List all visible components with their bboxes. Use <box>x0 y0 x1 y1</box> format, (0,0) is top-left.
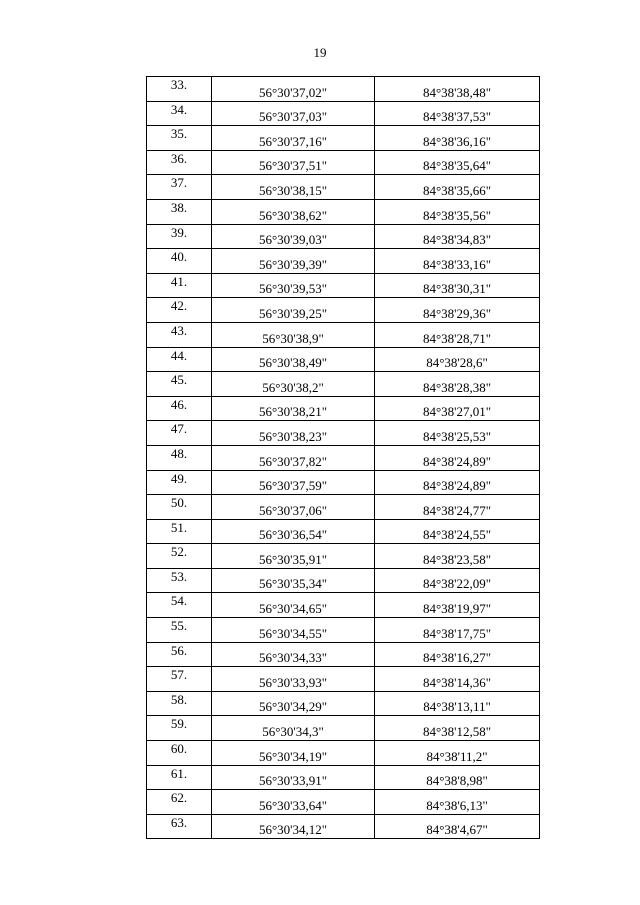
table-row <box>147 150 540 175</box>
row-number-cell: 38. <box>147 199 212 224</box>
table-row <box>147 126 540 151</box>
longitude-cell: 84°38'28,71" <box>375 322 540 347</box>
longitude-cell: 84°38'13,11" <box>375 691 540 716</box>
row-number-cell: 37. <box>147 175 212 200</box>
longitude-cell: 84°38'29,36" <box>375 298 540 323</box>
latitude-cell: 56°30'38,15" <box>212 175 375 200</box>
latitude-cell: 56°30'34,12" <box>212 814 375 839</box>
latitude-cell: 56°30'37,16" <box>212 126 375 151</box>
latitude-cell: 56°30'38,2" <box>212 372 375 397</box>
table-row <box>147 372 540 397</box>
row-number-cell: 56. <box>147 642 212 667</box>
latitude-cell: 56°30'34,55" <box>212 618 375 643</box>
coordinates-table-body <box>147 77 540 839</box>
latitude-cell: 56°30'37,06" <box>212 495 375 520</box>
longitude-cell: 84°38'14,36" <box>375 667 540 692</box>
latitude-cell: 56°30'33,91" <box>212 765 375 790</box>
latitude-cell: 56°30'39,39" <box>212 249 375 274</box>
latitude-cell: 56°30'37,02" <box>212 77 375 102</box>
latitude-cell: 56°30'38,62" <box>212 199 375 224</box>
row-number-cell: 35. <box>147 126 212 151</box>
longitude-cell: 84°38'34,83" <box>375 224 540 249</box>
row-number-cell: 49. <box>147 470 212 495</box>
row-number-cell: 34. <box>147 101 212 126</box>
longitude-cell: 84°38'24,55" <box>375 519 540 544</box>
longitude-cell: 84°38'37,53" <box>375 101 540 126</box>
row-number-cell: 47. <box>147 421 212 446</box>
row-number-cell: 54. <box>147 593 212 618</box>
row-number-cell: 52. <box>147 544 212 569</box>
table-row <box>147 618 540 643</box>
longitude-cell: 84°38'35,56" <box>375 199 540 224</box>
latitude-cell: 56°30'39,03" <box>212 224 375 249</box>
table-row <box>147 716 540 741</box>
table-row <box>147 445 540 470</box>
row-number-cell: 42. <box>147 298 212 323</box>
table-row <box>147 519 540 544</box>
table-row <box>147 790 540 815</box>
table-row <box>147 421 540 446</box>
longitude-cell: 84°38'28,6" <box>375 347 540 372</box>
longitude-cell: 84°38'17,75" <box>375 618 540 643</box>
coordinates-table <box>146 76 540 839</box>
latitude-cell: 56°30'39,25" <box>212 298 375 323</box>
row-number-cell: 44. <box>147 347 212 372</box>
table-row <box>147 224 540 249</box>
table-row <box>147 77 540 102</box>
row-number-cell: 33. <box>147 77 212 102</box>
longitude-cell: 84°38'28,38" <box>375 372 540 397</box>
table-row <box>147 347 540 372</box>
longitude-cell: 84°38'35,64" <box>375 150 540 175</box>
longitude-cell: 84°38'24,89" <box>375 445 540 470</box>
longitude-cell: 84°38'24,77" <box>375 495 540 520</box>
row-number-cell: 50. <box>147 495 212 520</box>
table-row <box>147 741 540 766</box>
longitude-cell: 84°38'8,98" <box>375 765 540 790</box>
latitude-cell: 56°30'33,93" <box>212 667 375 692</box>
table-row <box>147 691 540 716</box>
table-row <box>147 544 540 569</box>
longitude-cell: 84°38'11,2" <box>375 741 540 766</box>
table-row <box>147 396 540 421</box>
latitude-cell: 56°30'38,21" <box>212 396 375 421</box>
row-number-cell: 60. <box>147 741 212 766</box>
table-row <box>147 568 540 593</box>
table-row <box>147 495 540 520</box>
row-number-cell: 36. <box>147 150 212 175</box>
longitude-cell: 84°38'6,13" <box>375 790 540 815</box>
row-number-cell: 61. <box>147 765 212 790</box>
latitude-cell: 56°30'34,29" <box>212 691 375 716</box>
table-row <box>147 101 540 126</box>
table-row <box>147 199 540 224</box>
row-number-cell: 55. <box>147 618 212 643</box>
row-number-cell: 51. <box>147 519 212 544</box>
table-row <box>147 322 540 347</box>
longitude-cell: 84°38'36,16" <box>375 126 540 151</box>
row-number-cell: 45. <box>147 372 212 397</box>
latitude-cell: 56°30'34,65" <box>212 593 375 618</box>
row-number-cell: 63. <box>147 814 212 839</box>
row-number-cell: 57. <box>147 667 212 692</box>
table-row <box>147 642 540 667</box>
latitude-cell: 56°30'33,64" <box>212 790 375 815</box>
latitude-cell: 56°30'38,49" <box>212 347 375 372</box>
latitude-cell: 56°30'38,9" <box>212 322 375 347</box>
latitude-cell: 56°30'37,51" <box>212 150 375 175</box>
latitude-cell: 56°30'34,3" <box>212 716 375 741</box>
row-number-cell: 59. <box>147 716 212 741</box>
longitude-cell: 84°38'38,48" <box>375 77 540 102</box>
longitude-cell: 84°38'4,67" <box>375 814 540 839</box>
page-number: 19 <box>313 45 327 60</box>
longitude-cell: 84°38'22,09" <box>375 568 540 593</box>
row-number-cell: 48. <box>147 445 212 470</box>
table-row <box>147 765 540 790</box>
row-number-cell: 41. <box>147 273 212 298</box>
latitude-cell: 56°30'36,54" <box>212 519 375 544</box>
longitude-cell: 84°38'35,66" <box>375 175 540 200</box>
table-row <box>147 249 540 274</box>
latitude-cell: 56°30'34,19" <box>212 741 375 766</box>
longitude-cell: 84°38'23,58" <box>375 544 540 569</box>
longitude-cell: 84°38'27,01" <box>375 396 540 421</box>
table-row <box>147 470 540 495</box>
latitude-cell: 56°30'39,53" <box>212 273 375 298</box>
row-number-cell: 39. <box>147 224 212 249</box>
longitude-cell: 84°38'24,89" <box>375 470 540 495</box>
row-number-cell: 58. <box>147 691 212 716</box>
longitude-cell: 84°38'25,53" <box>375 421 540 446</box>
latitude-cell: 56°30'35,91" <box>212 544 375 569</box>
table-row <box>147 814 540 839</box>
latitude-cell: 56°30'37,82" <box>212 445 375 470</box>
table-row <box>147 273 540 298</box>
longitude-cell: 84°38'19,97" <box>375 593 540 618</box>
latitude-cell: 56°30'37,59" <box>212 470 375 495</box>
table-row <box>147 175 540 200</box>
longitude-cell: 84°38'16,27" <box>375 642 540 667</box>
longitude-cell: 84°38'33,16" <box>375 249 540 274</box>
row-number-cell: 62. <box>147 790 212 815</box>
longitude-cell: 84°38'12,58" <box>375 716 540 741</box>
table-row <box>147 593 540 618</box>
row-number-cell: 46. <box>147 396 212 421</box>
latitude-cell: 56°30'35,34" <box>212 568 375 593</box>
table-row <box>147 667 540 692</box>
longitude-cell: 84°38'30,31" <box>375 273 540 298</box>
latitude-cell: 56°30'34,33" <box>212 642 375 667</box>
row-number-cell: 40. <box>147 249 212 274</box>
latitude-cell: 56°30'37,03" <box>212 101 375 126</box>
row-number-cell: 53. <box>147 568 212 593</box>
row-number-cell: 43. <box>147 322 212 347</box>
latitude-cell: 56°30'38,23" <box>212 421 375 446</box>
table-row <box>147 298 540 323</box>
